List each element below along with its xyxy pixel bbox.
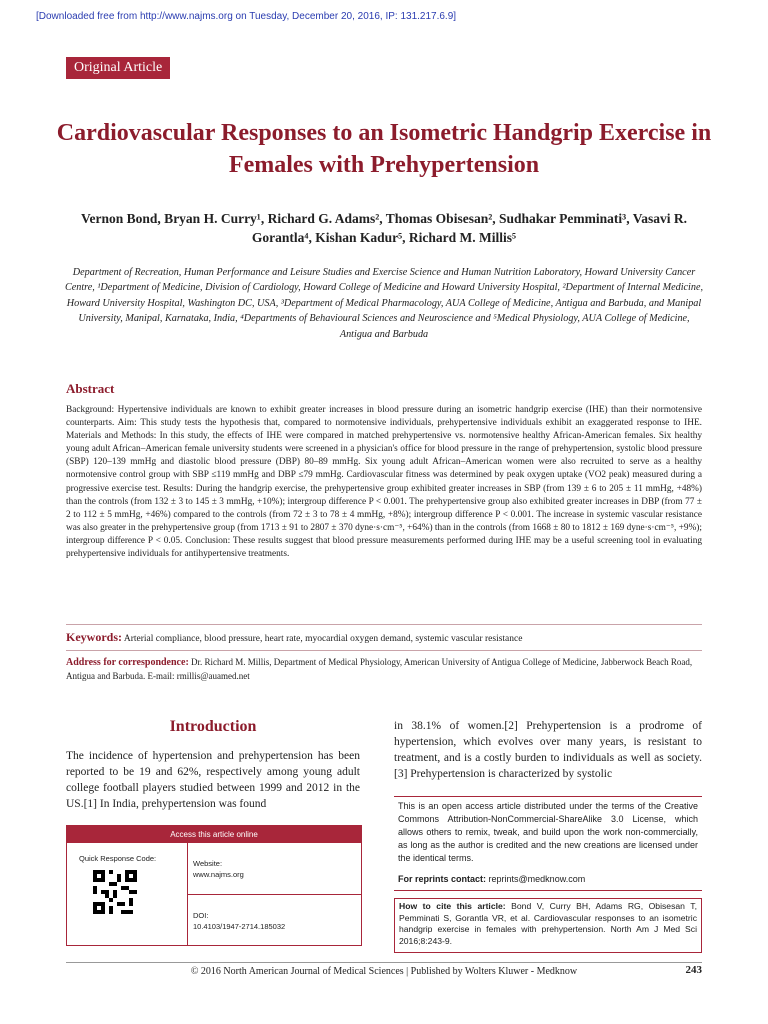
keywords xyxy=(66,630,702,645)
correspondence-address xyxy=(66,656,702,683)
divider xyxy=(66,624,702,625)
doi-label: DOI: xyxy=(193,911,209,920)
abstract-body: Background: Hypertensive individuals are known to exhibit greater increases in blood pressure during an isometric handgrip exercise (IHE) than their normotensive counterparts. Aim: This study tests the hypothesis that, compared to normotensive individuals, prehypertensive individuals exhibit an exaggerated response to IHE. Materials and Methods: In this study, the effects of IHE were compared in matched prehypertensive vs. normotensive healthy African‑American females. Six healthy young adult African–American female university students were screened in a physician's office for blood pressure in the range of prehypertension, systolic blood pressure (SBP) 120–139 mmHg and diastolic blood pressure (DBP) 80–89 mmHg. Six young adult African–American women were also recruited to serve as a healthy normotensive control group with SBP ≤119 mmHg and DBP ≤79 mmHg. Cardiovascular fitness was determined by peak oxygen uptake (VO2 peak) measured during a progressive exercise test. Results: During the handgrip exercise, the prehypertensive group exhibited greater increases in SBP (from 139 ± 6 to 205 ± 11 mmHg, +48%) than the controls (from 132 ± 3 to 145 ± 3 mmHg, +10%); intergroup difference P < 0.001. The prehypertensive group also exhibited greater increases in DBP (from 77 ± 2 to 112 ± 5 mmHg, +46%) compared to the controls (from 72 ± 3 to 78 ± 4 mmHg, +8%); intergroup difference P < 0.001. The increase in systemic vascular resistance was also greater in the prehypertensive group (from 1713 ± 91 to 2807 ± 370 dyne·s·cm⁻⁵, +64%) than in the controls (from 1668 ± 80 to 1812 ± 169 dyne·s·cm⁻⁵, +9%); intergroup difference P < 0.05. Conclusion: These results suggest that blood pressure measurements performed during IHE may be a useful screening tool in evaluating prehypertensive individuals for antihypertensive treatments. xyxy=(66,405,702,560)
footer-text: © 2016 North American Journal of Medical Sciences | Published by Wolters Kluwer - Medknow xyxy=(190,966,578,977)
website-info xyxy=(193,858,244,880)
address-text: Dr. Richard M. Millis, Department of Medical Physiology, American University of Antigua College of Medicine, Jabberwock Beach Road, Antigua and Barbuda. E-mail: rmillis@auamed.net xyxy=(66,657,693,681)
abstract-heading: Abstract xyxy=(66,381,115,396)
intro-column-2: in 38.1% of women.[2] Prehypertension is a prodrome of hypertension, which evolves over many years, is resistant to treatment, and is a costly burden to individuals as well as society.[3] Prehypertension is characterized by systolic xyxy=(394,720,702,780)
website-label: Website: xyxy=(193,859,223,868)
download-note: [Downloaded free from http://www.najms.org on Tuesday, December 20, 2016, IP: 131.217.6.9] xyxy=(36,11,457,22)
qr-label: Quick Response Code: xyxy=(79,854,157,863)
open-access-text: This is an open access article distributed under the terms of the Creative Commons Attribution-NonCommercial-ShareAlike 3.0 License, which allows others to remix, tweak, and build upon the work non-commercially, as long as the author is credited and the new creations are licensed under the identical terms. xyxy=(398,801,698,863)
citation-box xyxy=(394,898,702,953)
website-link[interactable]: www.najms.org xyxy=(193,870,244,879)
access-online-box xyxy=(66,825,362,946)
cite-label: How to cite this article: xyxy=(399,901,506,911)
author-list: Vernon Bond, Bryan H. Curry¹, Richard G. Adams², Thomas Obisesan², Sudhakar Pemminati³, Vasavi R. Gorantla⁴, Kishan Kadur⁵, Richard M. Millis⁵ xyxy=(81,211,687,245)
article-title: Cardiovascular Responses to an Isometric Handgrip Exercise in Females with Prehypertension xyxy=(56,120,712,178)
reprints-label: For reprints contact: xyxy=(398,874,487,884)
divider xyxy=(187,894,361,895)
keywords-label: Keywords: xyxy=(66,630,122,644)
address-label: Address for correspondence: xyxy=(66,657,189,668)
doi-info xyxy=(193,910,285,932)
reprints-line xyxy=(398,873,698,886)
intro-column-1: The incidence of hypertension and prehypertension has been reported to be 19 and 62%, respectively among young adult college football players studied between 1999 and 2012 in the US.[1] In India, prehypertension was found xyxy=(66,750,360,810)
article-type-badge: Original Article xyxy=(66,57,170,79)
cite-text: Bond V, Curry BH, Adams RG, Obisesan T, Pemminati S, Gorantla VR, et al. Cardiovascular responses to an isometric handgrip exercise in females with prehypertension. North Am J Med Sci 2016;8:243-9. xyxy=(399,901,697,946)
reprints-email[interactable]: reprints@medknow.com xyxy=(488,874,586,884)
open-access-notice xyxy=(394,796,702,891)
qr-code-icon[interactable] xyxy=(93,870,137,914)
access-heading: Access this article online xyxy=(67,826,361,843)
intro-heading: Introduction xyxy=(169,718,257,735)
page-number: 243 xyxy=(685,964,702,976)
footer-divider xyxy=(66,962,702,963)
affiliations: Department of Recreation, Human Performance and Leisure Studies and Exercise Science and Human Nutrition Laboratory, Howard University Cancer Centre, ¹Department of Medicine, Division of Cardiology, Howard College of Medicine and Howard University Hospital, ²Department of Internal Medicine, Howard University Hospital, Washington DC, USA, ³Department of Medical Pharmacology, AUA College of Medicine, Antigua and Barbuda, and Manipal University, Manipal, Karnataka, India, ⁴Departments of Behavioural Sciences and Neuroscience and ⁵Medical Physiology, AUA College of Medicine, Antigua and Barbuda xyxy=(64,267,704,340)
divider xyxy=(66,650,702,651)
doi-link[interactable]: 10.4103/1947-2714.185032 xyxy=(193,922,286,931)
keywords-text: Arterial compliance, blood pressure, heart rate, myocardial oxygen demand, systemic vascular resistance xyxy=(123,634,523,644)
